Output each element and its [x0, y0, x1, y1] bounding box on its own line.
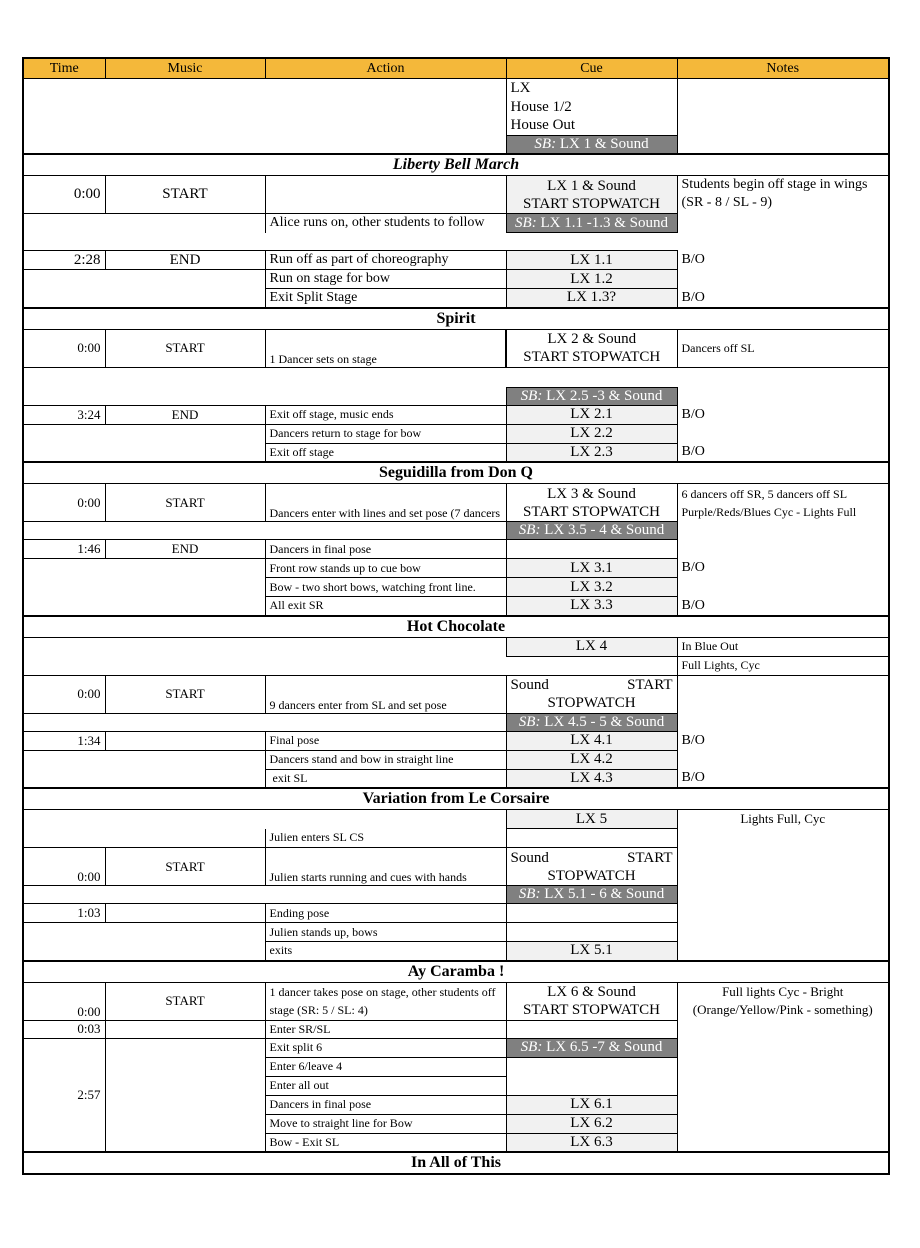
cue-row: [23, 731, 889, 750]
time-cell: 0:00: [23, 675, 105, 713]
time-cell: 2:57: [23, 1038, 105, 1152]
cue-cell: LX 3.2: [506, 578, 677, 597]
notes-cell: B/O: [681, 289, 705, 305]
action-line: 1 dancer takes pose on stage, other students off: [269, 985, 496, 999]
notes-line: (Orange/Yellow/Pink - something): [692, 1002, 873, 1018]
music-cell: END: [105, 540, 265, 559]
cue-cell: LX 2.3: [506, 443, 677, 462]
cue-line: LX 6 & Sound: [547, 984, 636, 1000]
standby-label: SB:: [518, 522, 541, 538]
action-cell: Move to straight line for Bow: [265, 1114, 506, 1133]
action-cell: Final pose: [265, 731, 506, 750]
cue-cell: LX 4.3: [506, 769, 677, 788]
action-line: stage (SR: 5 / SL: 4): [269, 1003, 368, 1017]
cue-cell: LX 4: [506, 637, 677, 656]
notes-line: (SR - 8 / SL - 9): [681, 195, 772, 210]
music-cell: START: [105, 848, 265, 886]
cue-cell: LX 4.2: [506, 750, 677, 769]
cue-line: STOPWATCH: [547, 695, 636, 711]
standby-cue: [506, 136, 677, 155]
cue-cell: [506, 848, 677, 886]
notes-cell: B/O: [681, 732, 705, 748]
cue-row: [23, 750, 889, 769]
music-cell: END: [105, 405, 265, 424]
time-cell: 3:24: [23, 405, 105, 424]
spacer-row: [23, 367, 889, 387]
standby-cue: [506, 713, 677, 731]
time-cell: 1:03: [23, 904, 105, 923]
spacer-row: [23, 233, 889, 251]
notes-cell: In Blue Out: [677, 637, 889, 656]
standby-cue: [506, 522, 677, 540]
action-cell: exits: [265, 942, 506, 961]
music-cell: START: [105, 982, 265, 1020]
time-cell: 0:00: [23, 176, 105, 214]
notes-cell: B/O: [681, 444, 705, 459]
cue-row: [23, 424, 889, 443]
section-title: Variation from Le Corsaire: [23, 788, 889, 810]
standby-cue: [506, 214, 677, 233]
section-title: In All of This: [23, 1152, 889, 1174]
cue-row: [23, 559, 889, 578]
action-cell: Dancers in final pose: [265, 540, 506, 559]
notes-cell: [677, 982, 889, 1020]
time-cell: 1:46: [23, 540, 105, 559]
preshow-row: [23, 117, 889, 136]
cue-line: START STOPWATCH: [523, 195, 660, 212]
cue-cell: LX 6.3: [506, 1133, 677, 1152]
action-cell: Ending pose: [265, 904, 506, 923]
cue-cell: LX 1.3?: [506, 289, 677, 308]
time-cell: 0:00: [23, 848, 105, 886]
section-title: Hot Chocolate: [23, 616, 889, 638]
header-row: [23, 58, 889, 79]
time-cell: 0:03: [23, 1020, 105, 1038]
header-notes: Notes: [677, 58, 889, 79]
notes-line: Purple/Reds/Blues Cyc - Lights Full: [681, 504, 857, 519]
action-cell: Bow - Exit SL: [265, 1133, 506, 1152]
cue-sheet: [22, 57, 888, 1175]
section-title-row: [23, 462, 889, 484]
cue-row: [23, 675, 889, 713]
section-title-row: [23, 154, 889, 176]
standby-cue: [506, 1038, 677, 1057]
time-cell: 0:00: [23, 329, 105, 367]
cue-row: [23, 251, 889, 270]
cue-row: [23, 848, 889, 886]
cue-row: [23, 214, 889, 233]
standby-cue: [506, 387, 677, 405]
preshow-row: [23, 136, 889, 155]
preshow-house-half: House 1/2: [506, 98, 677, 117]
section-title: Liberty Bell March: [23, 154, 889, 176]
music-cell: START: [105, 484, 265, 522]
cue-line: [511, 676, 673, 694]
section-title-row: [23, 1152, 889, 1174]
cue-row: [23, 522, 889, 540]
music-cell: END: [105, 251, 265, 270]
cue-cell: LX 6.1: [506, 1095, 677, 1114]
cue-cell: LX 2.1: [506, 405, 677, 424]
action-cell: Run off as part of choreography: [265, 251, 506, 270]
cue-line: LX 2 & Sound: [547, 331, 637, 347]
action-cell: [265, 982, 506, 1020]
cue-row: [23, 886, 889, 904]
notes-cell: [677, 484, 889, 522]
cue-row: [23, 289, 889, 308]
cue-row: [23, 176, 889, 214]
preshow-row: [23, 79, 889, 98]
notes-cell: B/O: [681, 770, 705, 785]
cue-part: Sound: [510, 677, 549, 693]
notes-line: Students begin off stage in wings: [681, 177, 868, 192]
cue-cell: LX 5.1: [506, 942, 677, 961]
notes-cell: B/O: [681, 560, 705, 575]
cue-line: START STOPWATCH: [523, 1002, 660, 1018]
action-cell: Julien enters SL CS: [265, 829, 506, 848]
cue-row: [23, 829, 889, 848]
standby-value: LX 2.5 -3 & Sound: [546, 387, 663, 404]
header-music: Music: [105, 58, 265, 79]
standby-value: LX 1.1 -1.3 & Sound: [540, 214, 668, 231]
cue-row: [23, 1020, 889, 1038]
cue-line: [511, 849, 673, 867]
header-cue: Cue: [506, 58, 677, 79]
cue-cell: LX 3.1: [506, 559, 677, 578]
action-cell: 9 dancers enter from SL and set pose: [265, 675, 506, 713]
cue-cell: [506, 176, 677, 214]
cue-line: STOPWATCH: [547, 867, 636, 884]
cue-row: [23, 769, 889, 788]
action-cell: Exit off stage, music ends: [265, 405, 506, 424]
action-cell: All exit SR: [265, 597, 506, 616]
cue-part: START: [627, 849, 673, 866]
notes-cell: [677, 176, 889, 214]
cue-cell: LX 1.2: [506, 270, 677, 289]
notes-cell: Lights Full, Cyc: [740, 811, 826, 827]
cue-cell: LX 5: [506, 810, 677, 829]
cue-row: [23, 656, 889, 675]
section-title-row: [23, 308, 889, 330]
cue-table: [22, 57, 890, 1175]
section-title-row: [23, 788, 889, 810]
cue-row: [23, 942, 889, 961]
notes-cell: B/O: [681, 252, 705, 267]
cue-line: LX 3 & Sound: [547, 485, 636, 502]
cue-cell: [506, 982, 677, 1020]
cue-cell: [506, 329, 677, 367]
music-cell: START: [105, 675, 265, 713]
action-cell: Alice runs on, other students to follow: [265, 214, 506, 233]
preshow-lx: LX: [506, 79, 677, 98]
notes-line: Full lights Cyc - Bright: [722, 984, 844, 1000]
standby-value: LX 1 & Sound: [559, 136, 649, 152]
action-cell: Enter all out: [265, 1076, 506, 1095]
action-cell: Dancers return to stage for bow: [265, 424, 506, 443]
standby-value: LX 5.1 - 6 & Sound: [544, 886, 665, 902]
action-cell: Run on stage for bow: [265, 270, 506, 289]
cue-row: [23, 810, 889, 829]
standby-value: LX 6.5 -7 & Sound: [546, 1039, 663, 1055]
preshow-house-out: House Out: [506, 117, 677, 136]
notes-cell: Full Lights, Cyc: [677, 656, 889, 675]
action-cell: Enter 6/leave 4: [265, 1057, 506, 1076]
notes-cell: B/O: [681, 597, 705, 613]
action-cell: Julien starts running and cues with hands: [265, 848, 506, 886]
standby-label: SB:: [520, 1039, 543, 1055]
cue-row: [23, 713, 889, 731]
cue-line: START STOPWATCH: [523, 503, 660, 520]
action-cell: 1 Dancer sets on stage: [265, 329, 506, 367]
cue-cell: [506, 484, 677, 522]
music-cell: START: [105, 176, 265, 214]
standby-label: SB:: [520, 387, 543, 404]
cue-row: [23, 329, 889, 367]
header-action: Action: [265, 58, 506, 79]
section-title: Spirit: [23, 308, 889, 330]
standby-label: SB:: [518, 713, 541, 730]
cue-row: [23, 540, 889, 559]
cue-row: [23, 904, 889, 923]
time-cell: 0:00: [23, 484, 105, 522]
action-cell: Exit Split Stage: [265, 289, 506, 308]
cue-row: [23, 270, 889, 289]
header-time: Time: [23, 58, 105, 79]
music-cell: START: [105, 329, 265, 367]
cue-row: [23, 578, 889, 597]
cue-row: [23, 405, 889, 424]
section-title: Seguidilla from Don Q: [23, 462, 889, 484]
action-cell: Exit off stage: [265, 443, 506, 462]
action-cell: Enter SR/SL: [265, 1020, 506, 1038]
standby-label: SB:: [518, 886, 541, 902]
section-title-row: [23, 616, 889, 638]
cue-row: [23, 982, 889, 1020]
cue-row: [23, 443, 889, 462]
action-cell: Front row stands up to cue bow: [265, 559, 506, 578]
time-cell: 1:34: [23, 731, 105, 750]
notes-line: 6 dancers off SR, 5 dancers off SL: [681, 486, 848, 501]
notes-cell: B/O: [681, 406, 705, 422]
cue-part: Sound: [510, 849, 549, 866]
section-title: Ay Caramba !: [23, 961, 889, 983]
time-cell: 2:28: [23, 251, 105, 270]
cue-cell: LX 6.2: [506, 1114, 677, 1133]
cue-cell: LX 1.1: [506, 251, 677, 270]
cue-cell: [506, 675, 677, 713]
action-cell: Dancers stand and bow in straight line: [265, 750, 506, 769]
action-cell: Bow - two short bows, watching front line.: [265, 578, 506, 597]
preshow-row: [23, 98, 889, 117]
standby-cue: [506, 886, 677, 904]
cue-line: LX 1 & Sound: [547, 177, 636, 194]
cue-cell: LX 2.2: [506, 424, 677, 443]
time-cell: 0:00: [23, 982, 105, 1020]
action-cell: Exit split 6: [265, 1038, 506, 1057]
action-cell: Dancers enter with lines and set pose (7 dancers: [265, 484, 506, 522]
action-cell: Dancers in final pose: [265, 1095, 506, 1114]
cue-row: [23, 387, 889, 405]
standby-value: LX 3.5 - 4 & Sound: [544, 522, 665, 538]
cue-part: START: [627, 677, 673, 693]
notes-cell: Dancers off SL: [677, 329, 889, 367]
cue-row: [23, 637, 889, 656]
cue-cell: LX 3.3: [506, 597, 677, 616]
action-cell: exit SL: [265, 769, 506, 788]
cue-row: [23, 597, 889, 616]
standby-label: SB:: [515, 214, 537, 231]
cue-line: START STOPWATCH: [523, 349, 661, 365]
section-title-row: [23, 961, 889, 983]
standby-value: LX 4.5 - 5 & Sound: [544, 713, 665, 730]
cue-row: [23, 923, 889, 942]
cue-row: [23, 1038, 889, 1057]
cue-row: [23, 484, 889, 522]
standby-label: SB:: [534, 136, 557, 152]
action-cell: Julien stands up, bows: [265, 923, 506, 942]
cue-cell: LX 4.1: [506, 731, 677, 750]
